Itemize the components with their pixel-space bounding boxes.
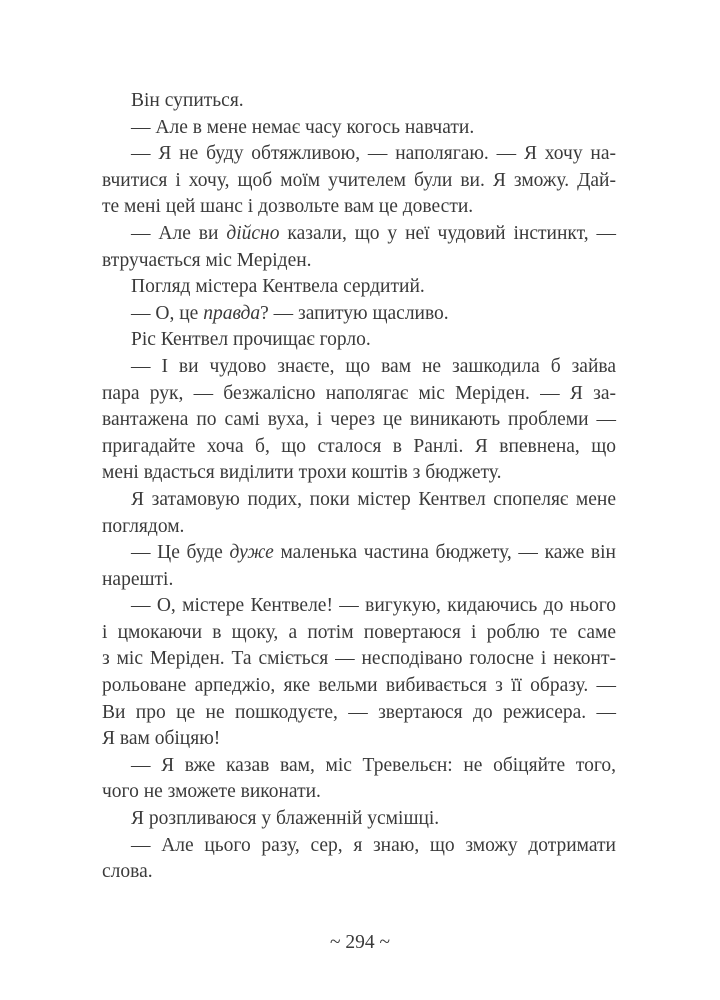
text-segment: — Це буде (131, 542, 230, 564)
text-line: рольоване арпеджіо, яке вельми вибивається з її образу. — (102, 675, 616, 697)
text-line: Він супиться. (131, 90, 244, 111)
text-segment: маленька частина бюджету, — каже він (273, 542, 616, 564)
italic-emphasis: правда (203, 302, 261, 324)
text-line: вчитися і хочу, щоб моїм учителем були ви. Я зможу. Дай- (102, 169, 616, 191)
text-line: Ви про це не пошкодуєте, — звертаюся до режисера. — (102, 701, 616, 723)
text-line: нарешті. (102, 568, 174, 590)
text-line: пригадайте хоча б, що сталося в Ранлі. Я впевнена, що (102, 435, 616, 457)
text-line: Погляд містера Кентвела сердитий. (131, 276, 425, 298)
text-line: — Я вже казав вам, міс Тревельєн: не обіцяйте того, (131, 754, 616, 776)
text-line: — Але цього разу, сер, я знаю, що зможу дотримати (131, 834, 616, 856)
text-line: — Я не буду обтяжливою, — наполягаю. — Я хочу на- (131, 143, 616, 165)
text-line: Я затамовую подих, поки містер Кентвел спопеляє мене (131, 488, 616, 510)
text-line: Я вам обіцяю! (102, 728, 221, 750)
text-line: поглядом. (102, 515, 185, 537)
text-segment: казали, що у неї чудовий інстинкт, — (279, 222, 616, 244)
text-line: — І ви чудово знаєте, що вам не зашкодила б зайва (131, 355, 616, 377)
text-line: — Але в мене немає часу когось навчати. (131, 116, 475, 138)
text-segment: ? — запитую щасливо. (260, 302, 449, 324)
italic-emphasis: дуже (229, 542, 274, 564)
text-line: вантажена по самі вуха, і через це виникають проблеми — (102, 409, 616, 431)
text-line: слова. (102, 861, 153, 883)
text-line: втручається міс Меріден. (102, 249, 312, 271)
page-number: ~ 294 ~ (329, 932, 391, 953)
text-line: чого не зможете виконати. (102, 781, 321, 803)
text-line: Ріс Кентвел прочищає горло. (131, 329, 371, 351)
text-line: і цмокаючи в щоку, а потім повертаюся і роблю те саме (102, 621, 616, 643)
text-line (102, 301, 616, 328)
text-segment: — Але ви (131, 222, 227, 244)
text-line: мені вдасться виділити трохи коштів з бюджету. (102, 462, 502, 484)
text-line: те мені цей шанс і дозвольте вам це довести. (102, 196, 474, 218)
text-line: — О, містере Кентвеле! — вигукую, кидаючись до нього (131, 595, 616, 617)
text-line (102, 540, 616, 567)
text-line: пара рук, — безжалісно наполягає міс Меріден. — Я за- (102, 382, 616, 404)
text-line (102, 221, 616, 248)
text-line: з міс Меріден. Та сміється — несподівано голосне і неконт- (102, 648, 616, 670)
italic-emphasis: дійсно (226, 222, 280, 244)
text-line: Я розпливаюся у блаженній усмішці. (131, 808, 440, 830)
book-page-text (102, 88, 616, 886)
text-segment: — О, це (131, 302, 204, 324)
